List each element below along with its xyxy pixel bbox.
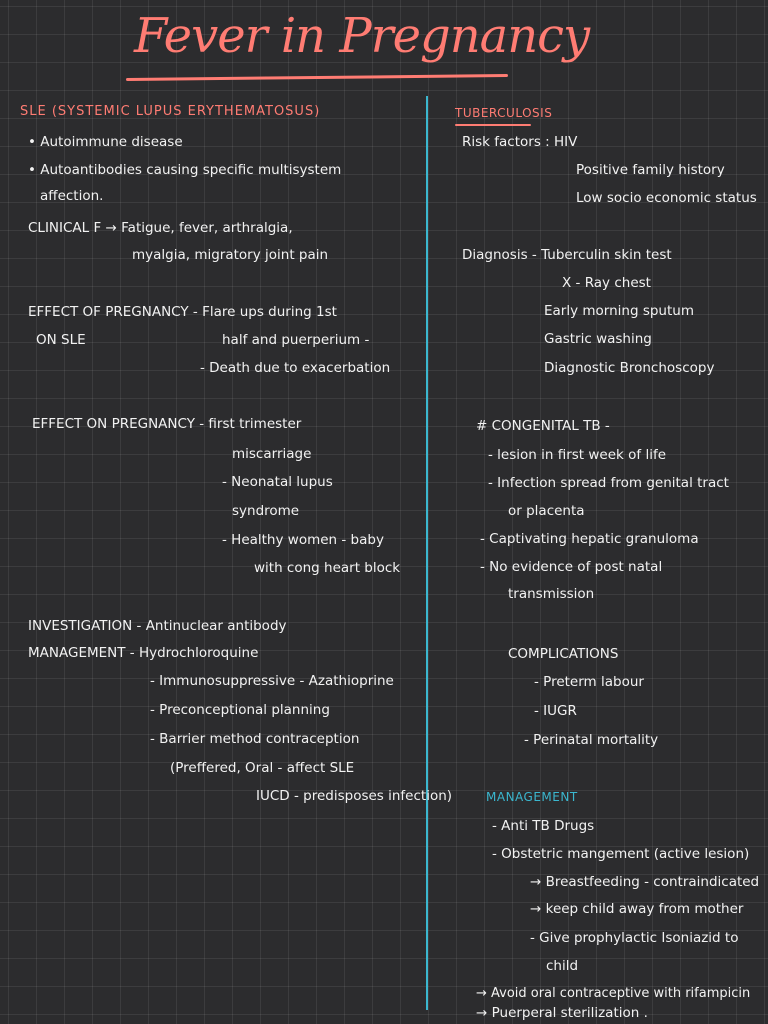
tb-management-line3: → Breastfeeding - contraindicated (530, 874, 760, 890)
tb-diagnosis-xray: X - Ray chest (562, 275, 651, 291)
complication-preterm: - Preterm labour (534, 674, 644, 690)
tb-management-line1: - Anti TB Drugs (492, 818, 595, 834)
effect-on-pregnancy-heading: EFFECT ON PREGNANCY - first trimester (32, 416, 302, 432)
management-sle-line5: (Preffered, Oral - affect SLE (170, 760, 355, 776)
tb-diagnosis: Diagnosis - Tuberculin skin test (462, 247, 672, 263)
tb-heading: TUBERCULOSIS (455, 106, 553, 120)
tb-management-line6: child (546, 958, 579, 974)
tb-risk-family-history: Positive family history (576, 162, 725, 178)
sle-heading: SLE (SYSTEMIC LUPUS ERYTHEMATOSUS) (20, 104, 321, 119)
effect-of-pregnancy-heading: EFFECT OF PREGNANCY - Flare ups during 1st (28, 304, 337, 320)
effect-on-pregnancy-syndrome: syndrome (232, 503, 300, 519)
tb-management-heading: MANAGEMENT (486, 790, 578, 804)
effect-of-pregnancy-on-sle: ON SLE (36, 332, 86, 348)
tb-management-line8: → Puerperal sterilization . (476, 1005, 648, 1021)
tb-management-line5: - Give prophylactic Isoniazid to (530, 930, 739, 946)
congenital-tb-line4: - Captivating hepatic granuloma (480, 531, 699, 547)
congenital-tb-line5: - No evidence of post natal (480, 559, 663, 575)
management-sle-line3: - Preconceptional planning (150, 702, 330, 718)
management-sle-line1: MANAGEMENT - Hydrochloroquine (28, 645, 259, 661)
sle-bullet-autoantibodies: • Autoantibodies causing specific multisystem (28, 162, 342, 178)
congenital-tb-line3: or placenta (508, 503, 585, 519)
effect-on-pregnancy-miscarriage: miscarriage (232, 446, 312, 462)
management-sle-line6: IUCD - predisposes infection) (256, 788, 453, 804)
effect-of-pregnancy-line3: - Death due to exacerbation (200, 360, 391, 376)
tb-heading-underline (455, 124, 531, 126)
congenital-tb-line2: - Infection spread from genital tract (488, 475, 729, 491)
page-title: Fever in Pregnancy (134, 8, 590, 64)
column-divider (426, 96, 428, 1010)
tb-management-line4: → keep child away from mother (530, 901, 744, 917)
congenital-tb-line1: - lesion in first week of life (488, 447, 667, 463)
effect-on-pregnancy-heart-block: with cong heart block (254, 560, 401, 576)
tb-diagnosis-sputum: Early morning sputum (544, 303, 694, 319)
complications-heading: COMPLICATIONS (508, 646, 619, 662)
sle-bullet-autoimmune: • Autoimmune disease (28, 134, 183, 150)
tb-management-line2: - Obstetric mangement (active lesion) (492, 846, 750, 862)
tb-management-line7: → Avoid oral contraceptive with rifampicin (476, 986, 751, 1001)
tb-risk-socioeconomic: Low socio economic status (576, 190, 757, 206)
congenital-tb-line6: transmission (508, 586, 595, 602)
tb-diagnosis-bronchoscopy: Diagnostic Bronchoscopy (544, 360, 715, 376)
management-sle-line4: - Barrier method contraception (150, 731, 360, 747)
tb-diagnosis-gastric: Gastric washing (544, 331, 652, 347)
effect-on-pregnancy-healthy: - Healthy women - baby (222, 532, 384, 548)
complication-perinatal: - Perinatal mortality (524, 732, 659, 748)
sle-clinical-features-cont: myalgia, migratory joint pain (132, 247, 329, 263)
sle-bullet-autoantibodies-cont: affection. (40, 188, 104, 204)
management-sle-line2: - Immunosuppressive - Azathioprine (150, 673, 394, 689)
investigation-line: INVESTIGATION - Antinuclear antibody (28, 618, 287, 634)
title-underline (126, 74, 508, 81)
congenital-tb-heading: # CONGENITAL TB - (476, 418, 610, 434)
effect-on-pregnancy-neonatal: - Neonatal lupus (222, 474, 333, 490)
sle-clinical-features: CLINICAL F → Fatigue, fever, arthralgia, (28, 220, 293, 236)
tb-risk-factors: Risk factors : HIV (462, 134, 578, 150)
complication-iugr: - IUGR (534, 703, 577, 719)
effect-of-pregnancy-line2: half and puerperium - (222, 332, 370, 348)
